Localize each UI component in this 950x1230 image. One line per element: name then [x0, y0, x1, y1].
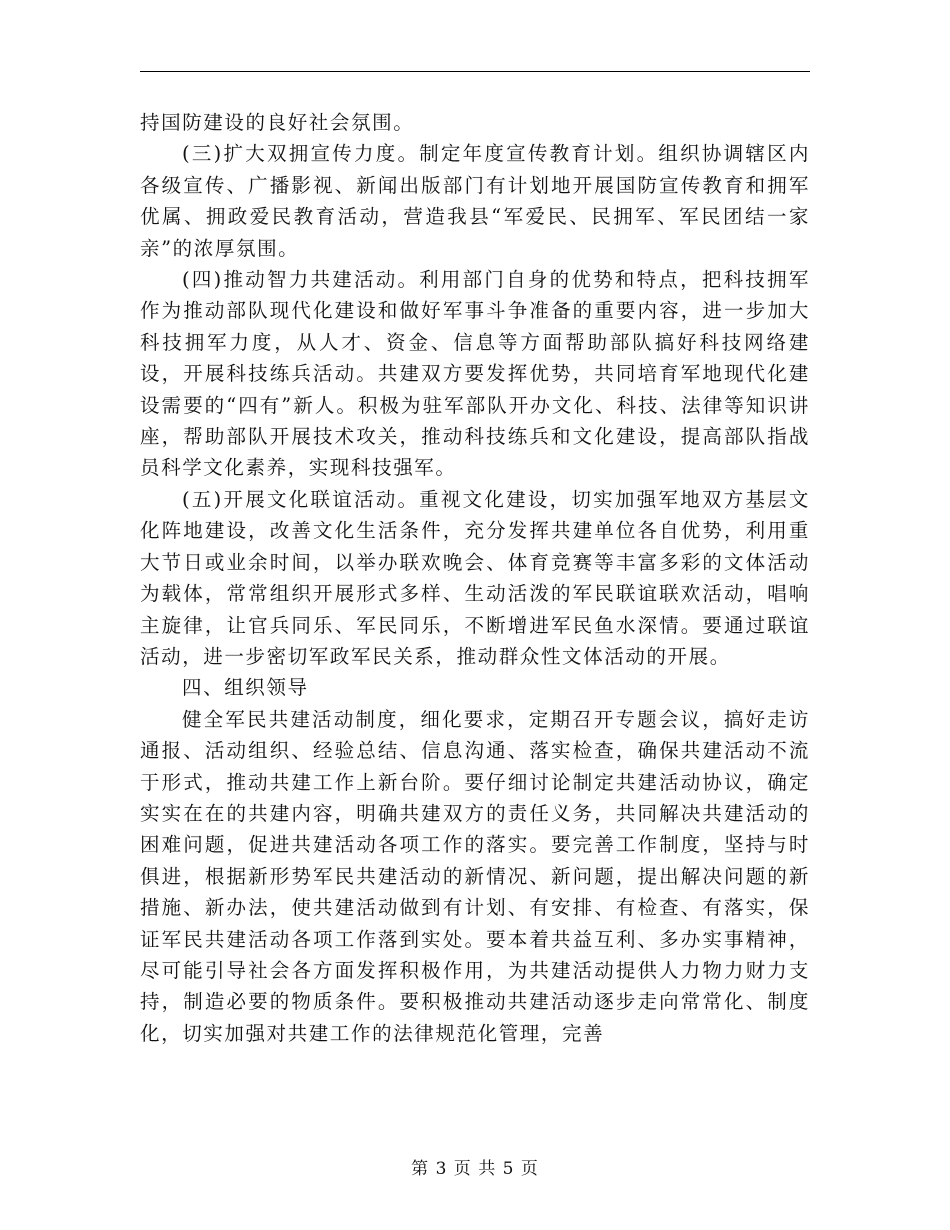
page-number: 第 3 页 共 5 页 [411, 1159, 539, 1179]
paragraph-section-5: (五)开展文化联谊活动。重视文化建设，切实加强军地双方基层文化阵地建设，改善文化生活条件，充分发挥共建单位各自优势，利用重大节日或业余时间，以举办联欢晚会、体育竞赛等丰富多彩的文体活动为载体，常常组织开展形式多样、生动活泼的军民联谊联欢活动，唱响主旋律，让官兵同乐、军民同乐，不断增进军民鱼水深情。要通过联谊活动，进一步密切军政军民关系，推动群众性文体活动的开展。 [140, 487, 810, 668]
paragraph-continuation: 持国防建设的良好社会氛围。 [140, 111, 415, 134]
header-rule [140, 71, 810, 72]
section-heading-organization: 四、组织领导 [182, 676, 309, 700]
paragraph-section-4: (四)推动智力共建活动。利用部门自身的优势和特点，把科技拥军作为推动部队现代化建设和做好军事斗争准备的重要内容，进一步加大科技拥军力度，从人才、资金、信息等方面帮助部队搞好科技网络建设，开展科技练兵活动。共建双方要发挥优势，共同培育军地现代化建设需要的“四有”新人。积极为驻军部队开办文化、科技、法律等知识讲座，帮助部队开展技术攻关，推动科技练兵和文化建设，提高部队指战员科学文化素养，实现科技强军。 [140, 268, 810, 480]
paragraph-section-3: (三)扩大双拥宣传力度。制定年度宣传教育计划。组织协调辖区内各级宣传、广播影视、新闻出版部门有计划地开展国防宣传教育和拥军优属、拥政爱民教育活动，营造我县“军爱民、民拥军、军民团结一家亲”的浓厚氛围。 [140, 142, 810, 260]
document-body [140, 107, 810, 1049]
paragraph-organization: 健全军民共建活动制度，细化要求，定期召开专题会议，搞好走访通报、活动组织、经验总结、信息沟通、落实检查，确保共建活动不流于形式，推动共建工作上新台阶。要仔细讨论制定共建活动协议，确定实实在在的共建内容，明确共建双方的责任义务，共同解决共建活动的困难问题，促进共建活动各项工作的落实。要完善工作制度，坚持与时俱进，根据新形势军民共建活动的新情况、新问题，提出解决问题的新措施、新办法，使共建活动做到有计划、有安排、有检查、有落实，保证军民共建活动各项工作落到实处。要本着共益互利、多办实事精神，尽可能引导社会各方面发挥积极作用，为共建活动提供人力物力财力支持，制造必要的物质条件。要积极推动共建活动逐步走向常常化、制度化，切实加强对共建工作的法律规范化管理，完善 [140, 707, 810, 1045]
